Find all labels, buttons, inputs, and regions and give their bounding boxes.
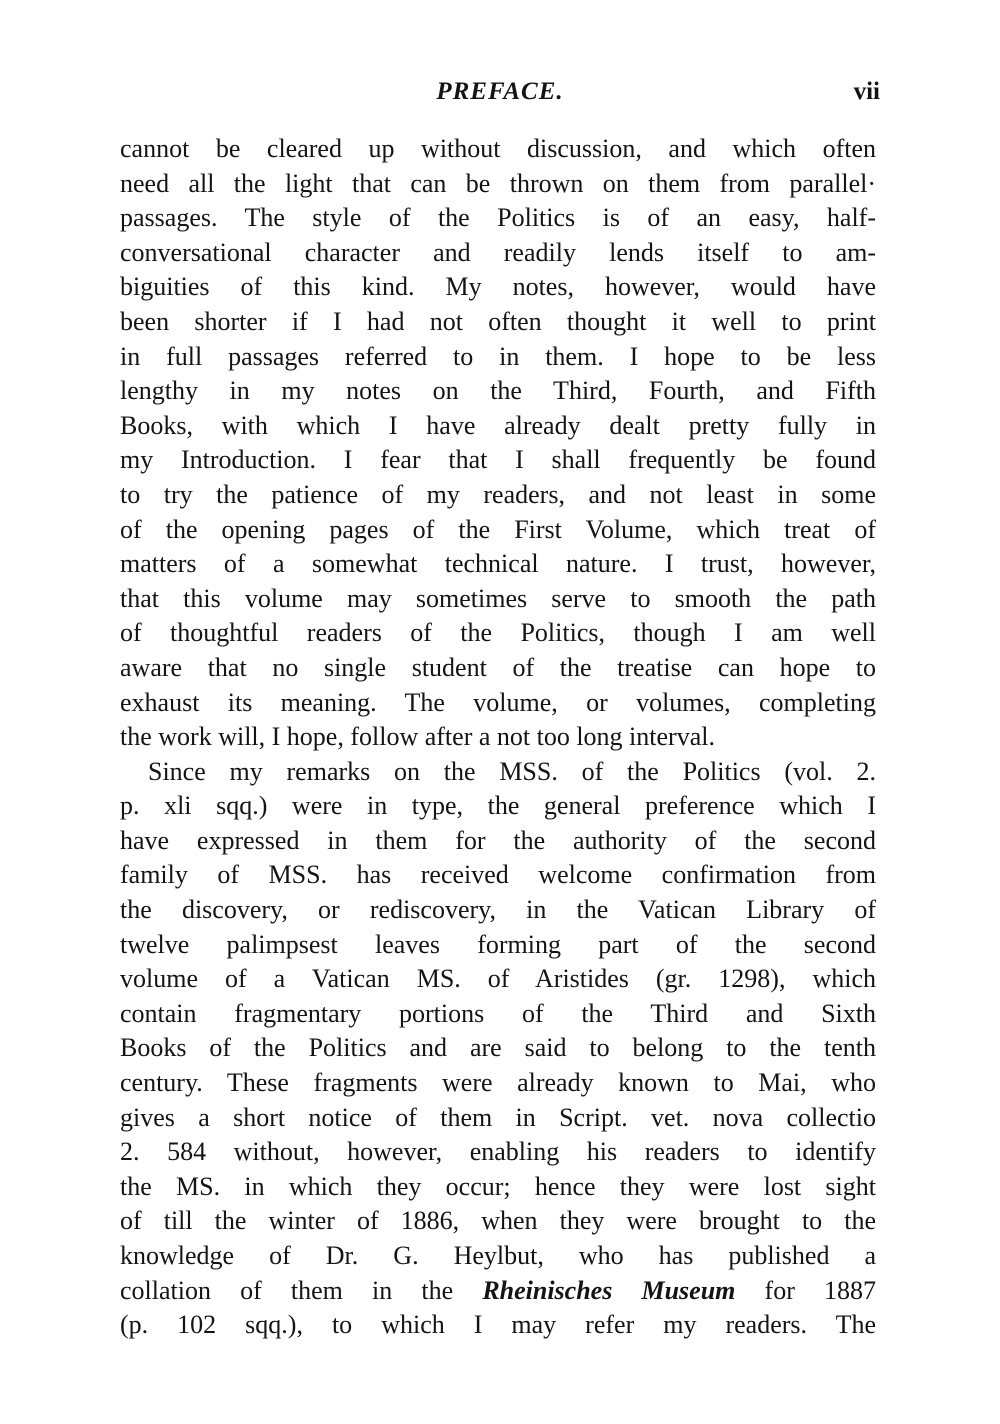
text-segment: collation of them in the bbox=[120, 1275, 454, 1305]
text-line: Books, with which I have already dealt pretty fully in bbox=[120, 410, 876, 440]
text-line: p. xli sqq.) were in type, the general preference which I bbox=[120, 791, 876, 821]
text-segment: for 1887 bbox=[764, 1275, 877, 1305]
text-line: the work will, I hope, follow after a not too long interval. bbox=[120, 722, 715, 752]
journal-title: Rheinisches Museum bbox=[482, 1275, 736, 1305]
page-number: vii bbox=[853, 78, 880, 105]
text-line: passages. The style of the Politics is of an easy, half- bbox=[120, 203, 876, 233]
text-line: lengthy in my notes on the Third, Fourth, and Fifth bbox=[120, 376, 876, 406]
text-line: the discovery, or rediscovery, in the Vatican Library of bbox=[120, 895, 876, 925]
text-line: in full passages referred to in them. I hope to be less bbox=[120, 341, 876, 371]
text-line: of thoughtful readers of the Politics, though I am well bbox=[120, 618, 876, 648]
text-line: need all the light that can be thrown on them from parallel· bbox=[120, 168, 876, 198]
text-line: of the opening pages of the First Volume, which treat of bbox=[120, 514, 876, 544]
text-line bbox=[120, 1274, 876, 1309]
text-line: century. These fragments were already known to Mai, who bbox=[120, 1068, 876, 1098]
text-line: been shorter if I had not often thought it well to print bbox=[120, 306, 876, 336]
text-line: of till the winter of 1886, when they were brought to the bbox=[120, 1206, 876, 1236]
text-line: contain fragmentary portions of the Third and Sixth bbox=[120, 998, 876, 1028]
text-line: 2. 584 without, however, enabling his readers to identify bbox=[120, 1137, 876, 1167]
text-line: that this volume may sometimes serve to smooth the path bbox=[120, 583, 876, 613]
text-line: family of MSS. has received welcome confirmation from bbox=[120, 860, 876, 890]
text-line: aware that no single student of the treatise can hope to bbox=[120, 652, 876, 682]
text-line: matters of a somewhat technical nature. I trust, however, bbox=[120, 549, 876, 579]
text-line: the MS. in which they occur; hence they were lost sight bbox=[120, 1171, 876, 1201]
text-line: conversational character and readily lends itself to am- bbox=[120, 237, 876, 267]
text-line: Since my remarks on the MSS. of the Politics (vol. 2. bbox=[148, 756, 876, 786]
text-line: my Introduction. I fear that I shall frequently be found bbox=[120, 445, 876, 475]
text-line: exhaust its meaning. The volume, or volumes, completing bbox=[120, 687, 876, 717]
body-text bbox=[120, 132, 876, 1343]
running-title: PREFACE. bbox=[436, 78, 564, 105]
text-line: have expressed in them for the authority of the second bbox=[120, 825, 876, 855]
text-line: cannot be cleared up without discussion, and which often bbox=[120, 134, 876, 163]
page-header bbox=[120, 72, 880, 112]
text-line: knowledge of Dr. G. Heylbut, who has published a bbox=[120, 1241, 876, 1270]
text-line: biguities of this kind. My notes, however, would have bbox=[120, 272, 876, 302]
text-line: gives a short notice of them in Script. vet. nova collectio bbox=[120, 1102, 876, 1132]
text-line: volume of a Vatican MS. of Aristides (gr. 1298), which bbox=[120, 964, 876, 994]
text-line: to try the patience of my readers, and not least in some bbox=[120, 479, 876, 509]
text-line: Books of the Politics and are said to belong to the tenth bbox=[120, 1033, 876, 1063]
text-line: (p. 102 sqq.), to which I may refer my readers. The bbox=[120, 1310, 876, 1340]
text-line: twelve palimpsest leaves forming part of the second bbox=[120, 929, 876, 959]
